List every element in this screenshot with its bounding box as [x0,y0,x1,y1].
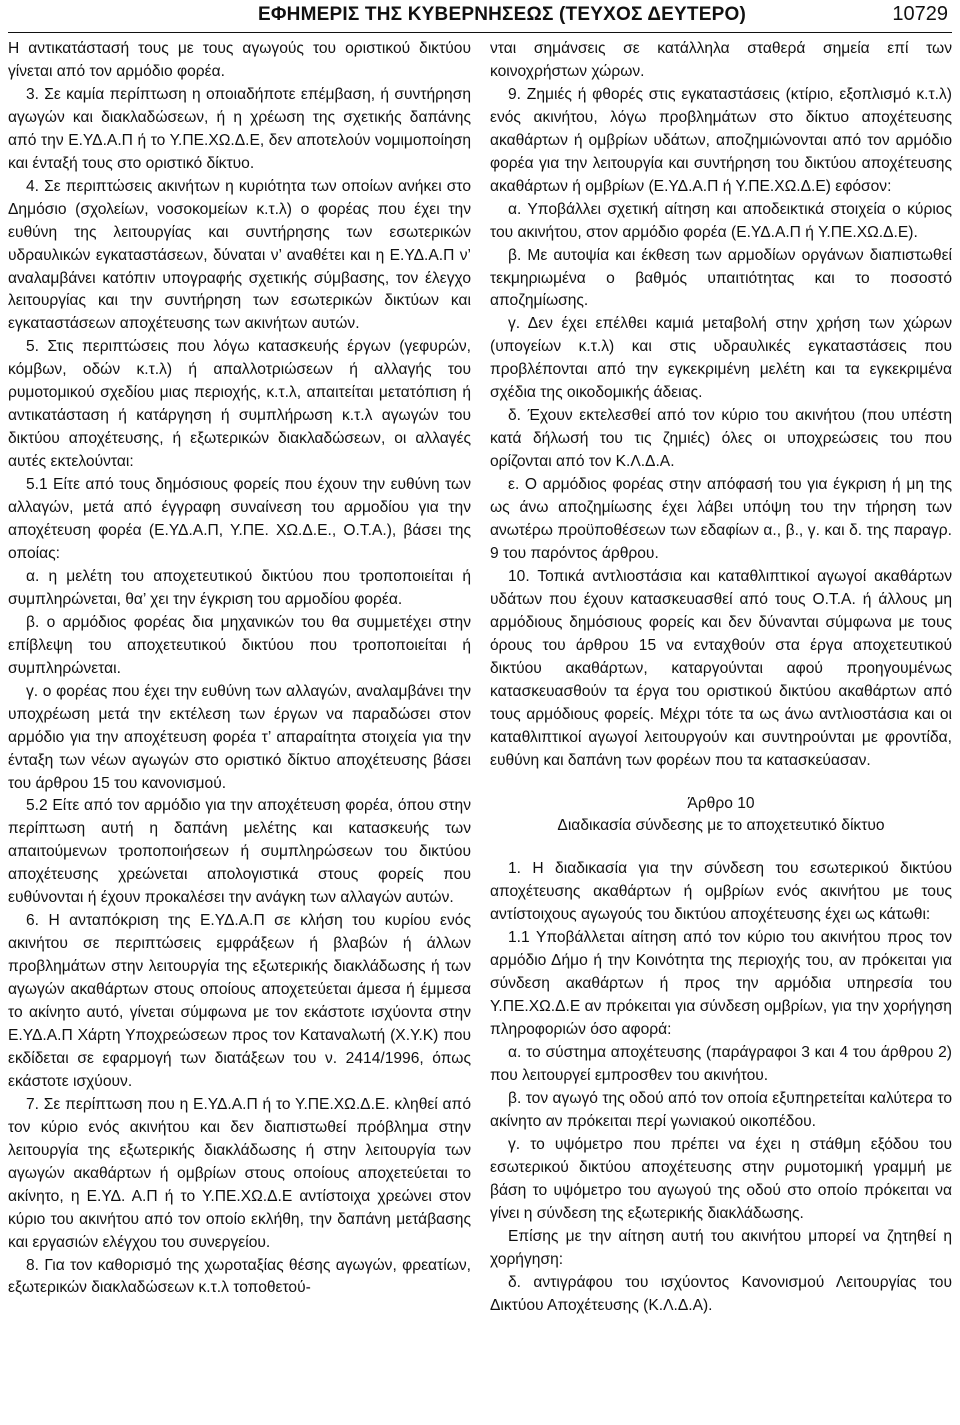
gazette-title: ΕΦΗΜΕΡΙΣ ΤΗΣ ΚΥΒΕΡΝΗΣΕΩΣ (ΤΕΥΧΟΣ ΔΕΥΤΕΡΟ) [258,4,746,25]
paragraph: 5.1 Είτε από τους δημόσιους φορείς που έχουν την ευθύνη των αλλαγών, μετά από έγγραφη συναίνεση του αρμοδίου για την αποχέτευση φορέα (Ε.ΥΔ.Α.Π, Υ.ΠΕ. ΧΩ.Δ.Ε., Ο.Τ.Α.), βάσει της οποίας: [8,476,471,562]
paragraph: β. Με αυτοψία και έκθεση των αρμοδίων οργάνων διαπιστωθεί τεκμηριωμένα ο βαθμός υπαιτιότητας και το ποσοστό αποζημίωσης. [490,246,952,310]
right-column [490,38,952,1317]
paragraph: 5. Στις περιπτώσεις που λόγω κατασκευής έργων (γεφυρών, κόμβων, οδών κ.τ.λ) ή απαλλοτριώσεων ή αλλαγής του ρυμοτομικού σχεδίου μιας περιοχής, κ.τ.λ, απαιτείται μετατόπιση ή αντικατάσταση ή κατάργηση ή συμπλήρωση κ.τ.λ αγωγών του δικτύου αποχέτευσης, ή εξωτερικών διακλαδώσεων, οι αλλαγές αυτές εκτελούνται: [8,338,471,471]
paragraph: β. ο αρμόδιος φορέας δια μηχανικών του θα συμμετέχει στην επίβλεψη του αποχετευτικού δικτύου που τροποποιείται ή συμπληρώνεται. [8,613,471,677]
paragraph: 9. Ζημιές ή φθορές στις εγκαταστάσεις (κτίριο, εξοπλισμό κ.τ.λ) ενός ακινήτου, λόγω προβλημάτων στο δίκτυο αποχέτευσης ακαθάρτων ή ομβρίων υδάτων, αποζημιώνονται από τον αρμόδιο φορέα για την λειτουργία και συντήρηση του δικτύου αποχέτευσης ακαθάρτων ή ομβρίων (Ε.ΥΔ.Α.Π ή Υ.ΠΕ.ΧΩ.Δ.Ε) εφόσον: [490,85,952,195]
paragraph: α. το σύστημα αποχέτευσης (παράγραφοι 3 και 4 του άρθρου 2) που λειτουργεί εμπροσθεν του ακινήτου. [490,1044,952,1084]
page-number: 10729 [892,3,948,25]
paragraph: Η αντικατάστασή τους με τους αγωγούς του οριστικού δικτύου γίνεται από τον αρμόδιο φορέα. [8,40,471,80]
page-header [0,0,960,34]
paragraph: γ. το υψόμετρο που πρέπει να έχει η στάθμη εξόδου του εσωτερικού δικτύου αποχέτευσης στην ρυμοτομική γραμμή με βάση το υψόμετρο του αγωγού της οδού στο οποίο πρόκειται να γίνει η σύνδεση της εξωτερικής διακλάδωσης. [490,1135,952,1222]
paragraph: α. η μελέτη του αποχετευτικού δικτύου που τροποποιείται ή συμπληρώνεται, θα’ χει την έγκριση του αρμοδίου φορέα. [8,567,471,608]
paragraph: α. Υποβάλλει σχετική αίτηση και αποδεικτικά στοιχεία ο κύριος του ακινήτου, στον αρμόδιο φορέα (Ε.ΥΔ.Α.Π ή Υ.ΠΕ.ΧΩ.Δ.Ε). [490,200,952,241]
paragraph: 1. Η διαδικασία για την σύνδεση του εσωτερικού δικτύου αποχέτευσης ακαθάρτων ή ομβρίων ενός ακινήτου με τους αντίστοιχους αγωγούς του δικτύου αποχέτευσης έχει ως κάτωθι: [490,860,952,924]
paragraph: 10. Τοπικά αντλιοστάσια και καταθλιπτικοί αγωγοί ακαθάρτων υδάτων που έχουν κατασκευασθεί από τους Ο.Τ.Α. ή άλλους μη αρμόδιους δημόσιους φορείς και δεν δύνανται σύμφωνα με τους όρους του άρθρου 15 να ενταχθούν στα έργα αποχετευτικού δικτύου ακαθάρτων, καταργούνται αφού προηγουμένως κατασκευασθούν τα έργα του οριστικού δικτύου ακαθάρτων από τους αρμόδιους φορείς. Μέχρι τότε τα ως άνω αντλιοστάσια και οι καταθλιπτικοί αγωγοί λειτουργούν και συντηρούνται με φροντίδα, ευθύνη και δαπάνη των φορέων που τα κατασκεύασαν. [490,567,952,769]
paragraph: γ. ο φορέας που έχει την ευθύνη των αλλαγών, αναλαμβάνει την υποχρέωση μετά την εκτέλεση των έργων να παραδώσει στον αρμόδιο για την αποχέτευση φορέα τ’ απαραίτητα στοιχεία για την ένταξη των νέων αγωγών στο οριστικό δίκτυο αποχέτευσης βάσει του άρθρου 15 του κανονισμού. [8,682,471,792]
paragraph: 1.1 Υποβάλλεται αίτηση από τον κύριο του ακινήτου προς τον αρμόδιο Δήμο ή την Κοινότητα της περιοχής του, αν πρόκειται για σύνδεση ακαθάρτων ή προς την αρμόδια υπηρεσία του Υ.ΠΕ.ΧΩ.Δ.Ε αν πρόκειται για σύνδεση ομβρίων, για την χορήγηση πληροφοριών όσο αφορά: [490,929,952,1039]
paragraph: Επίσης με την αίτηση αυτή του ακινήτου μπορεί να ζητηθεί η χορήγηση: [490,1227,952,1268]
paragraph: 5.2 Είτε από τον αρμόδιο για την αποχέτευση φορέα, όπου στην περίπτωση αυτή η δαπάνη μελέτης και κατασκευής των απαιτούμενων τροποποιήσεων ή συμπληρώσεων του δικτύου αποχέτευσης χρεώνεται απολογιστικά στους φορείς που ευθύνονται ή έχουν προκαλέσει την ανάγκη των αλλαγών αυτών. [8,797,471,907]
article-title: Διαδικασία σύνδεσης με το αποχετευτικό δίκτυο [557,817,885,835]
paragraph: 4. Σε περιπτώσεις ακινήτων η κυριότητα των οποίων ανήκει στο Δημόσιο (σχολείων, νοσοκομείων κ.τ.λ) ο φορέας που έχει την ευθύνη της λειτουργίας και συντήρησης των εσωτερικών υδραυλικών εγκαταστάσεων, δύναται ν’ αναθέτει και η Ε.ΥΔ.Α.Π ν’ αναλαμβάνει κατόπιν υπογραφής σχετικής σύμβασης, τον έλεγχο λειτουργίας και την συντήρηση των εσωτερικών δικτύων και εγκαταστάσεων αποχέτευσης των ακινήτων αυτών. [8,177,471,333]
paragraph: γ. Δεν έχει επέλθει καμιά μεταβολή στην χρήση των χώρων (υπογείων κ.τ.λ) και στις υδραυλικές εγκαταστάσεις που προβλέπονται από την εγκεκριμένη μελέτη και τα εγκεκριμένα σχέδια της οικοδομικής άδειας. [490,315,952,402]
spacer [490,773,952,793]
spacer [490,838,952,858]
paragraph: 3. Σε καμία περίπτωση η οποιαδήποτε επέμβαση, ή συντήρηση αγωγών και διακλαδώσεων, ή η χρέωση της σχετικής δαπάνης από την Ε.ΥΔ.Α.Π ή το Υ.ΠΕ.ΧΩ.Δ.Ε, δεν αποτελούν νομιμοποίηση και ένταξή τους στο οριστικό δίκτυο. [8,85,471,172]
paragraph: δ. Έχουν εκτελεσθεί από τον κύριο του ακινήτου (που υπέστη κατά δήλωσή του τις ζημιές) όλες οι υποχρεώσεις του που ορίζονται από τον Κ.Λ.Δ.Α. [490,407,952,471]
paragraph: νται σημάνσεις σε κατάλληλα σταθερά σημεία επί των κοινοχρήστων χώρων. [490,40,952,80]
paragraph: β. τον αγωγό της οδού από τον οποία εξυπηρετείται καλύτερα το ακίνητο αν πρόκειται περί γωνιακού οικοπέδου. [490,1089,952,1130]
paragraph: 7. Σε περίπτωση που η Ε.ΥΔ.Α.Π ή το Υ.ΠΕ.ΧΩ.Δ.Ε. κληθεί από τον κύριο ενός ακινήτου και δεν διαπιστωθεί πρόβλημα στην λειτουργία της εξωτερικής διακλάδωσης ή στην λειτουργία των αγωγών ακαθάρτων ή ομβρίων στους οποίους αποχετεύεται το ακίνητο, η Ε.ΥΔ. Α.Π ή το Υ.ΠΕ.ΧΩ.Δ.Ε αντίστοιχα χρεώνει στον κύριο του ακινήτου από τον οποίο εκλήθη, την δαπάνη μετάβασης και εργασιών ελέγχου του συνεργείου. [8,1095,471,1251]
paragraph: ε. Ο αρμόδιος φορέας στην απόφασή του για έγκριση ή μη της ως άνω αποζημίωσης έχει λάβει υπόψη του την τήρηση των ανωτέρω προϋποθέσεων των εδαφίων α., β., γ. και δ. της παραγρ. 9 του παρόντος άρθρου. [490,476,952,562]
paragraph: δ. αντιγράφου του ισχύοντος Κανονισμού Λειτουργίας του Δικτύου Αποχέτευσης (Κ.Λ.Δ.Α). [490,1273,952,1314]
paragraph: 8. Για τον καθορισμό της χωροταξίας θέσης αγωγών, φρεατίων, εξωτερικών διακλαδώσεων κ.τ.λ τοποθετού- [8,1256,471,1297]
article-number: Άρθρο 10 [687,794,755,812]
left-column [8,38,471,1300]
paragraph: 6. Η ανταπόκριση της Ε.ΥΔ.Α.Π σε κλήση του κυρίου ενός ακινήτου σε περιπτώσεις εμφράξεων ή βλαβών ή άλλων προβλημάτων στην λειτουργία της εξωτερικής διακλάδωσης ή των αγωγών ακαθάρτων στους οποίους αποχετεύεται άμεσα ή έμμεσα το ακίνητο αυτό, γίνεται σύμφωνα με τον εκάστοτε ισχύοντα στην Ε.ΥΔ.Α.Π Χάρτη Υποχρεώσεων προς τον Καταναλωτή (Χ.Υ.Κ) που εκδίδεται σε εφαρμογή των διατάξεων του ν. 2414/1996, όπως εκάστοτε ισχύουν. [8,912,471,1090]
header-rule [8,32,952,33]
